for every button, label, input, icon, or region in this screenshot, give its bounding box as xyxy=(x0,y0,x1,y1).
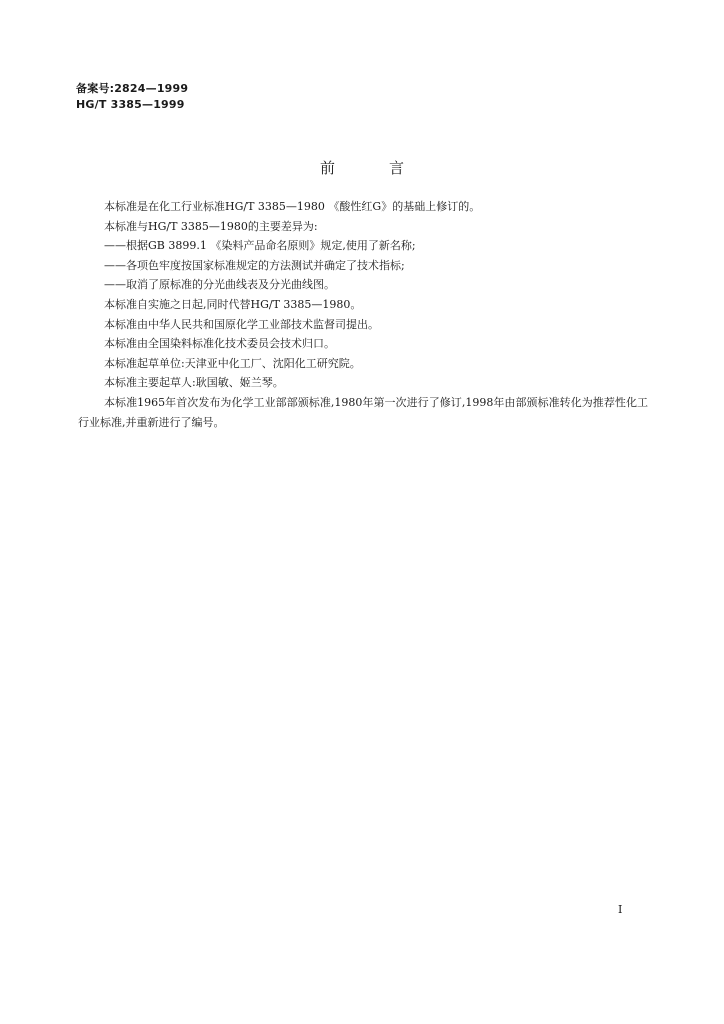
paragraph-drafters: 本标准主要起草人:耿国敏、姬兰琴。 xyxy=(104,376,284,390)
list-item-spectral: ——取消了原标准的分光曲线表及分光曲线图。 xyxy=(104,278,335,292)
paragraph-differences-intro: 本标准与HG/T 3385—1980的主要差异为: xyxy=(104,219,318,233)
paragraph-history: 本标准1965年首次发布为化学工业部部颁标准,1980年第一次进行了修订,1998年由部颁标准转化为推荐性化工行业标准,并重新进行了编号。 xyxy=(78,395,648,429)
paragraph-centralized-by: 本标准由全国染料标准化技术委员会技术归口。 xyxy=(104,337,335,351)
title-char-2: 言 xyxy=(389,159,405,177)
title-char-1: 前 xyxy=(319,159,335,177)
paragraph-basis: 本标准是在化工行业标准HG/T 3385—1980 《酸性红G》的基础上修订的。 xyxy=(104,200,481,213)
page-number: I xyxy=(618,903,623,916)
list-item-fastness: ——各项色牢度按国家标准规定的方法测试并确定了技术指标; xyxy=(104,258,405,272)
paragraph-replaces: 本标准自实施之日起,同时代替HG/T 3385—1980。 xyxy=(104,297,362,311)
page-title xyxy=(0,157,724,178)
list-item-naming: ——根据GB 3899.1 《染料产品命名原则》规定,使用了新名称; xyxy=(104,239,416,253)
paragraph-proposed-by: 本标准由中华人民共和国原化学工业部技术监督司提出。 xyxy=(104,317,379,331)
standard-code: HG/T 3385—1999 xyxy=(76,98,185,111)
filing-number: 备案号:2824—1999 xyxy=(76,82,189,95)
paragraph-drafting-units: 本标准起草单位:天津亚中化工厂、沈阳化工研究院。 xyxy=(104,356,361,370)
foreword-body xyxy=(78,197,648,432)
